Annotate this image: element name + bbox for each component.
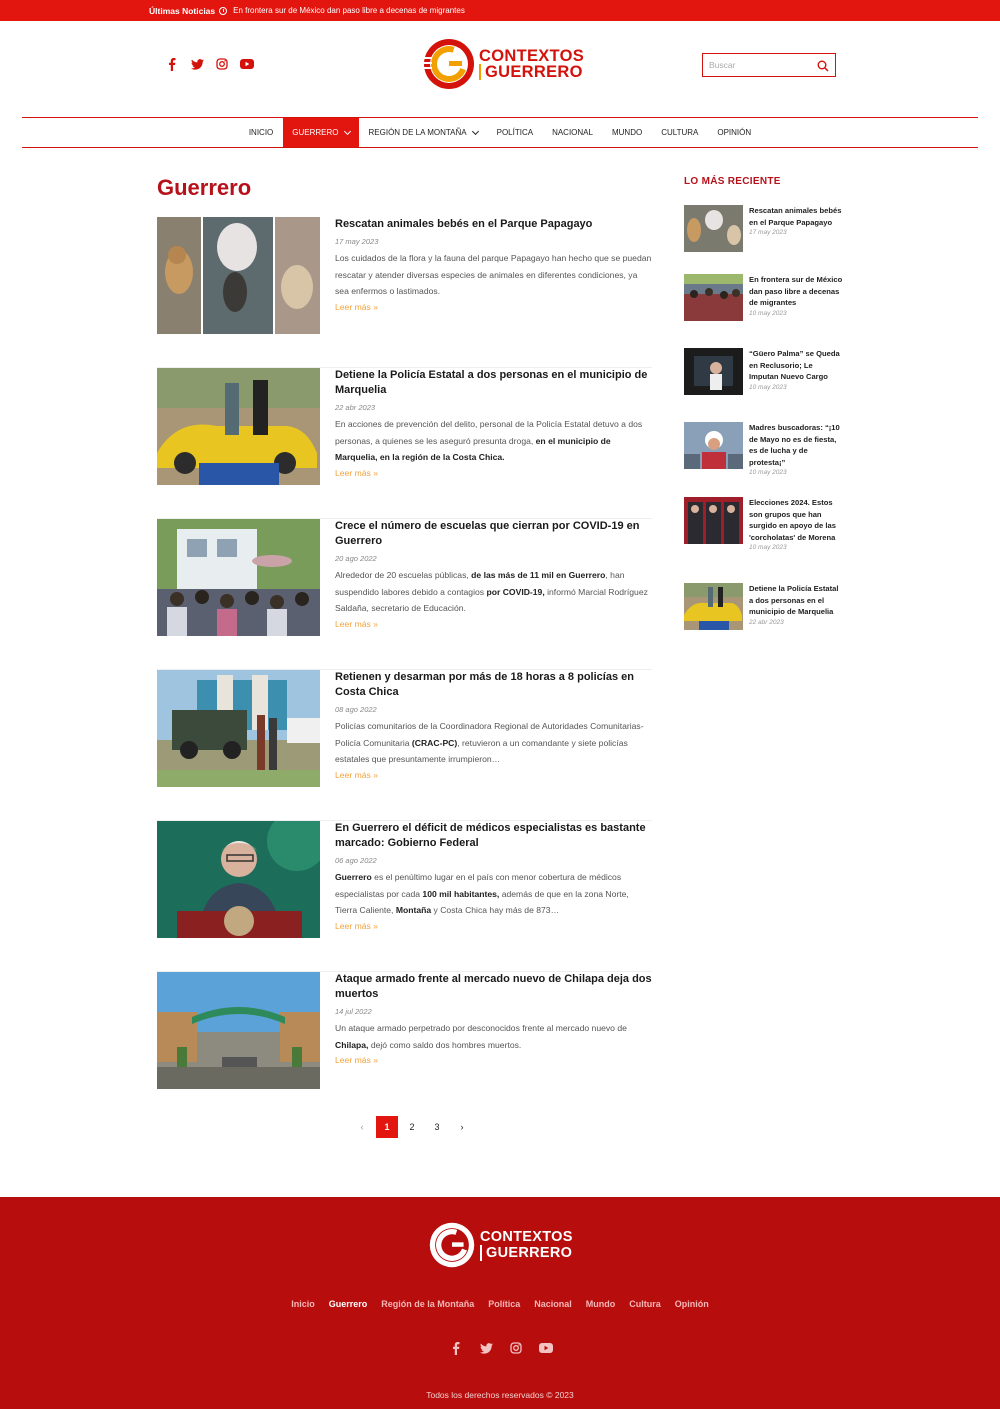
article-title[interactable]: Crece el número de escuelas que cierran por COVID-19 en Guerrero [335,520,640,547]
header-social-links [165,57,254,71]
recent-title: Rescatan animales bebés en el Parque Papagayo [749,206,842,227]
footer-link-inicio[interactable]: Inicio [291,1299,315,1309]
recent-title: En frontera sur de México dan paso libre a decenas de migrantes [749,275,843,308]
excerpt-text: informó Marcial Rodríguez Saldaña, secretario de Educación. [335,586,648,613]
read-more-link[interactable]: Leer más » [335,467,378,478]
breaking-news-headline[interactable]: En frontera sur de México dan paso libre a decenas de migrantes [233,6,465,15]
article-title[interactable]: Ataque armado frente al mercado nuevo de Chilapa deja dos muertos [335,973,652,1000]
article-date: 14 jul 2022 [335,1007,372,1016]
logo-line-2: GUERRERO [479,64,584,80]
footer-link-cultura[interactable]: Cultura [629,1299,661,1309]
nav-item-mundo[interactable]: MUNDO [611,128,643,137]
recent-title: Detiene la Policía Estatal a dos personas en el municipio de Marquelia [749,584,839,617]
footer-logo-line-2: GUERRERO [480,1245,573,1261]
excerpt-bold-text: 100 mil habitantes, [422,888,500,899]
youtube-icon[interactable] [539,1341,553,1355]
nav-item-cultura[interactable]: CULTURA [661,128,699,137]
article-thumbnail[interactable] [157,368,320,485]
site-logo[interactable] [422,37,584,91]
page-1-button[interactable]: 1 [376,1116,398,1138]
main-nav [22,117,978,148]
search-box [702,53,836,77]
excerpt-bold-text: en el municipio de Marquelia, en la región de la Costa Chica. [335,435,611,462]
excerpt-text: dejó como saldo dos hombres muertos. [368,1039,522,1050]
twitter-icon[interactable] [190,57,204,71]
article-title[interactable]: Rescatan animales bebés en el Parque Papagayo [335,218,593,230]
article-thumbnail[interactable] [157,972,320,1089]
article-excerpt [335,869,653,919]
breaking-news-label: Últimas Noticias [149,5,216,16]
chevron-down-icon [472,127,479,134]
article-excerpt [335,250,653,300]
logo-line-1: CONTEXTOS [479,47,585,65]
next-page-button[interactable]: › [460,1122,464,1132]
sidebar-title: LO MÁS RECIENTE [684,176,781,187]
nav-item-inicio[interactable]: INICIO [248,128,274,137]
article-thumbnail[interactable] [157,821,320,938]
logo-g-icon [422,37,476,91]
recent-title: Elecciones 2024. Estos son grupos que han surgido en apoyo de las 'corcholatas' de Morena [749,498,836,542]
article-thumbnail[interactable] [157,519,320,636]
recent-date: 10 may 2023 [749,469,787,477]
footer-link-guerrero[interactable]: Guerrero [328,1299,368,1309]
pagination [351,1116,473,1138]
article-excerpt [335,718,653,768]
excerpt-text: Alrededor de 20 escuelas públicas, [335,570,472,580]
recent-thumbnail[interactable] [684,422,743,469]
footer-logo[interactable] [428,1221,573,1269]
article-date: 06 ago 2022 [335,856,377,865]
excerpt-bold-text: por COVID-19, [486,586,545,597]
recent-thumbnail[interactable] [684,205,743,252]
article-card [157,368,652,519]
article-excerpt [335,567,653,617]
facebook-icon[interactable] [165,57,179,71]
article-card [157,217,652,368]
footer-link-politica[interactable]: Política [488,1299,521,1309]
nav-item-region-montana[interactable]: REGIÓN DE LA MONTAÑA [359,118,487,147]
excerpt-text: En acciones de prevención del delito, personal de la Policía Estatal detuvo a dos personas, a quienes se les aseguró presunta droga, [335,419,643,446]
instagram-icon[interactable] [509,1341,523,1355]
excerpt-text: , retuvieron a un comandante y siete policías estatales que presuntamente irrumpieron… [335,737,628,764]
article-list [157,217,652,1123]
logo-g-icon [428,1221,476,1269]
excerpt-text: es el penúltimo lugar en el país con menor cobertura de médicos especialistas por cada [335,872,622,899]
article-title[interactable]: Detiene la Policía Estatal a dos personas en el municipio de Marquelia [335,369,648,396]
recent-thumbnail[interactable] [684,497,743,544]
recent-title: “Güero Palma” se Queda en Reclusorio; Le Imputan Nuevo Cargo [749,349,840,382]
recent-thumbnail[interactable] [684,274,743,321]
excerpt-bold-text: Chilapa, [335,1039,369,1050]
instagram-icon[interactable] [215,57,229,71]
read-more-link[interactable]: Leer más » [335,769,378,780]
read-more-link[interactable]: Leer más » [335,301,378,312]
copyright-text: Todos los derechos reservados © 2023 [426,1390,574,1400]
article-title[interactable]: Retienen y desarman por más de 18 horas a 8 policías en Costa Chica [335,671,634,698]
recent-thumbnail[interactable] [684,583,743,630]
facebook-icon[interactable] [449,1341,463,1355]
article-date: 17 may 2023 [335,237,379,246]
article-card [157,821,652,972]
nav-item-opinion[interactable]: OPINIÓN [717,128,752,137]
excerpt-bold-text: Montaña [395,905,432,915]
article-card [157,670,652,821]
article-card [157,972,652,1123]
excerpt-text: Policías comunitarios de la Coordinadora Regional de Autoridades Comunitarias-Policía Comunitaria [335,721,644,748]
youtube-icon[interactable] [240,57,254,71]
site-header [0,21,1000,117]
article-thumbnail[interactable] [157,670,320,787]
twitter-icon[interactable] [479,1341,493,1355]
footer-logo-line-1: CONTEXTOS [480,1229,573,1245]
footer-link-mundo[interactable]: Mundo [585,1299,616,1309]
article-title[interactable]: En Guerrero el déficit de médicos especialistas es bastante marcado: Gobierno Federal [335,822,646,849]
page-title: Guerrero [157,175,252,200]
search-icon[interactable] [817,59,829,71]
chevron-down-icon [343,127,350,134]
nav-item-politica[interactable]: POLÍTICA [496,128,534,137]
search-input[interactable] [709,60,813,70]
excerpt-text: y Costa Chica hay más de 873… [431,905,560,915]
article-excerpt [335,416,653,466]
recent-thumbnail[interactable] [684,348,743,395]
clock-icon [219,7,227,15]
article-date: 22 abr 2023 [335,403,376,412]
excerpt-text: además de que en la zona Norte, Tierra Caliente, [335,888,629,915]
excerpt-bold-text: Guerrero [335,872,372,882]
article-date: 08 ago 2022 [335,705,377,714]
footer-link-region-montana[interactable]: Región de la Montaña [381,1299,475,1309]
excerpt-bold-text: (CRAC-PC) [411,737,458,748]
prev-page-button[interactable]: ‹ [360,1122,364,1132]
footer-link-opinion[interactable]: Opinión [674,1299,709,1309]
recent-date: 10 may 2023 [749,544,787,552]
excerpt-bold-text: de las más de 11 mil en Guerrero [471,570,606,580]
recent-date: 17 may 2023 [749,229,787,237]
read-more-link[interactable]: Leer más » [335,920,378,931]
recent-sidebar [684,176,844,626]
nav-item-guerrero[interactable]: GUERRERO [283,118,359,147]
excerpt-text: Un ataque armado perpetrado por desconocidos frente al mercado nuevo de [335,1023,627,1033]
nav-item-nacional[interactable]: NACIONAL [552,128,593,137]
footer-social-links [449,1341,553,1355]
read-more-link[interactable]: Leer más » [335,618,378,629]
recent-date: 22 abr 2023 [749,618,784,626]
recent-title: Madres buscadoras: “¡10 de Mayo no es de fiesta, es de lucha y de protesta¡” [749,423,840,467]
article-thumbnail[interactable] [157,217,320,334]
excerpt-text: Los cuidados de la flora y la fauna del parque Papagayo han hecho que se puedan rescatar y atender diversas especies de animales en diferentes condiciones, ya sea enfermos o lastimados. [335,253,652,296]
breaking-news-bar [0,0,1000,21]
footer-link-nacional[interactable]: Nacional [534,1299,572,1309]
page-3-button[interactable]: 3 [434,1122,440,1132]
footer-nav [0,1299,1000,1309]
page-2-button[interactable]: 2 [409,1122,415,1132]
article-excerpt [335,1020,653,1053]
excerpt-text: , han suspendido labores debido a contagios [335,570,625,597]
recent-date: 10 may 2023 [749,383,787,391]
read-more-link[interactable]: Leer más » [335,1055,378,1065]
article-date: 20 ago 2022 [335,554,377,563]
site-footer [0,1195,1000,1409]
article-card [157,519,652,670]
recent-date: 10 may 2023 [749,309,787,317]
